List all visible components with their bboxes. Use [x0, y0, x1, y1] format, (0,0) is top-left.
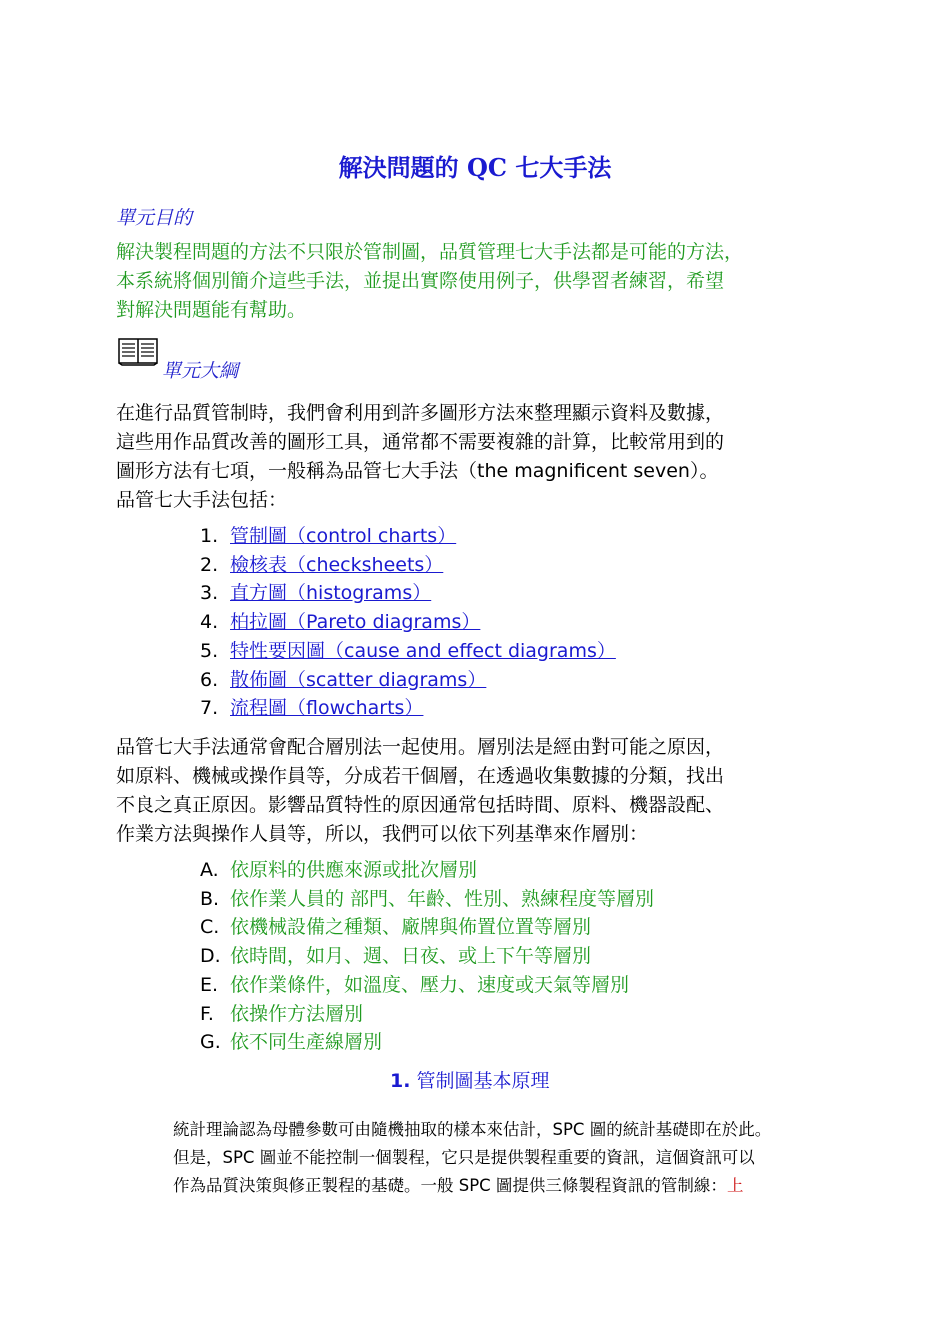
objective-line-1: 解決製程問題的方法不只限於管制圖，品質管理七大手法都是可能的方法， — [116, 241, 744, 263]
outline-intro — [116, 399, 846, 515]
section-1-trailing-text: 上 — [726, 1176, 744, 1195]
intro-line-4: 品管七大手法包括： — [116, 489, 288, 511]
criteria-list — [200, 856, 654, 1057]
strat-line-1: 品管七大手法通常會配合層別法一起使用。層別法是經由對可能之原因， — [116, 736, 725, 758]
tools-list — [200, 522, 616, 723]
strat-line-4: 作業方法與操作人員等，所以，我們可以依下列基準來作層別： — [116, 823, 649, 845]
page-title: 解決問題的 QC 七大手法 — [338, 153, 612, 182]
objective-line-3: 對解決問題能有幫助。 — [116, 299, 307, 321]
strat-line-3: 不良之真正原因。影響品質特性的原因通常包括時間、原料、機器設配、 — [116, 794, 725, 816]
list-item: 1. 管制圖（control charts） — [200, 525, 457, 547]
section-1-title: 管制圖基本原理 — [416, 1070, 550, 1092]
objective-line-2: 本系統將個別簡介這些手法，並提出實際使用例子，供學習者練習，希望 — [116, 270, 725, 292]
link-histograms[interactable]: 直方圖（histograms） — [230, 582, 432, 605]
list-item: 6. 散佈圖（scatter diagrams） — [200, 668, 487, 691]
list-item: G. 依不同生產線層別 — [200, 1031, 383, 1054]
list-item: 2. 檢核表（checksheets） — [200, 553, 444, 576]
objective-paragraph — [116, 238, 846, 325]
list-item: D. 依時間，如月、週、日夜、或上下午等層別 — [200, 945, 592, 968]
link-control-charts[interactable]: 管制圖（control charts） — [230, 525, 457, 547]
section-1-paragraph — [173, 1116, 873, 1200]
list-item: 4. 柏拉圖（Pareto diagrams） — [200, 611, 481, 634]
objective-heading: 單元目的 — [116, 207, 193, 229]
list-item: 3. 直方圖（histograms） — [200, 582, 432, 605]
list-item: 7. 流程圖（flowcharts） — [200, 697, 424, 720]
strat-line-2: 如原料、機械或操作員等，分成若干個層，在透過收集數據的分類，找出 — [116, 765, 725, 787]
list-item: C. 依機械設備之種類、廠牌與佈置位置等層別 — [200, 916, 592, 939]
book-icon — [118, 338, 158, 366]
section-1-line-1: 統計理論認為母體參數可由隨機抽取的樣本來估計，SPC 圖的統計基礎即在於此。 — [173, 1120, 772, 1139]
intro-line-2: 這些用作品質改善的圖形工具，通常都不需要複雜的計算，比較常用到的 — [116, 431, 725, 453]
intro-line-3: 圖形方法有七項，一般稱為品管七大手法（the magnificent seven）。 — [116, 460, 719, 482]
section-1-number: 1. — [390, 1070, 411, 1092]
list-item: F. 依操作方法層別 — [200, 1002, 364, 1025]
link-cause-effect-diagrams[interactable]: 特性要因圖（cause and effect diagrams） — [230, 639, 616, 662]
link-pareto-diagrams[interactable]: 柏拉圖（Pareto diagrams） — [230, 611, 481, 634]
outline-heading: 單元大綱 — [162, 360, 239, 382]
list-item: 5. 特性要因圖（cause and effect diagrams） — [200, 639, 616, 662]
section-1-line-2: 但是，SPC 圖並不能控制一個製程，它只是提供製程重要的資訊，這個資訊可以 — [173, 1148, 755, 1167]
link-flowcharts[interactable]: 流程圖（flowcharts） — [230, 697, 424, 720]
stratification-paragraph — [116, 733, 846, 849]
list-item: B. 依作業人員的 部門、年齡、性別、熟練程度等層別 — [200, 887, 655, 910]
intro-line-1: 在進行品質管制時，我們會利用到許多圖形方法來整理顯示資料及數據， — [116, 402, 725, 424]
section-1-line-3: 作為品質決策與修正製程的基礎。一般 SPC 圖提供三條製程資訊的管制線： — [173, 1176, 727, 1195]
list-item: A. 依原料的供應來源或批次層別 — [200, 859, 478, 881]
section-1-heading — [390, 1066, 550, 1093]
list-item: E. 依作業條件，如溫度、壓力、速度或天氣等層別 — [200, 973, 630, 996]
link-scatter-diagrams[interactable]: 散佈圖（scatter diagrams） — [230, 668, 487, 691]
link-checksheets[interactable]: 檢核表（checksheets） — [230, 553, 444, 576]
